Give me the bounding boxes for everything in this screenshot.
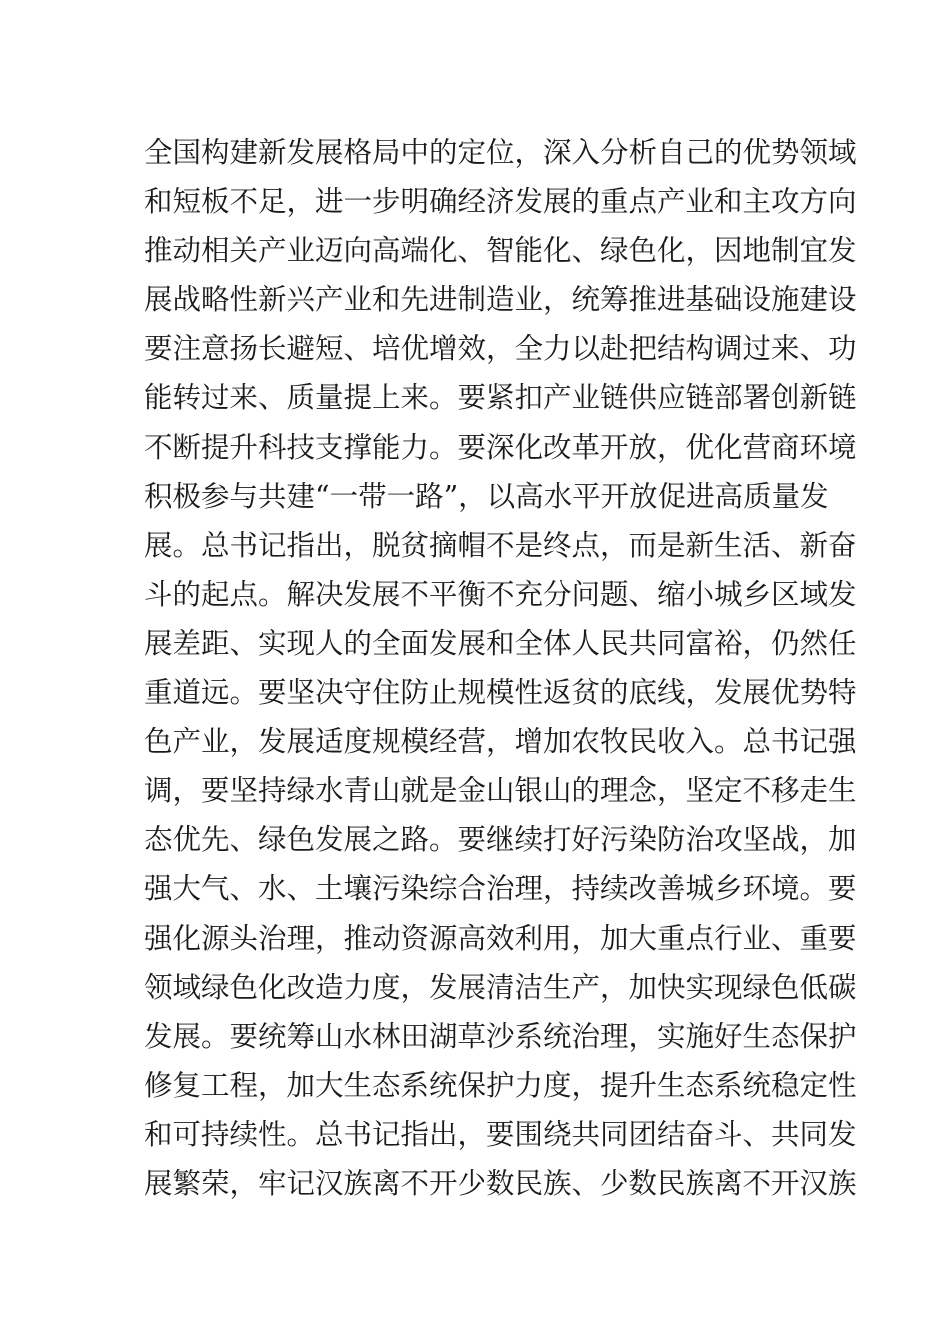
- text-line: 修复工程，加大生态系统保护力度，提升生态系统稳定性: [144, 1068, 857, 1102]
- text-line: 强大气、水、土壤污染综合治理，持续改善城乡环境。要: [144, 872, 857, 906]
- text-line: 展。总书记指出，脱贫摘帽不是终点，而是新生活、新奋: [144, 528, 857, 562]
- text-line: 和短板不足，进一步明确经济发展的重点产业和主攻方向: [144, 185, 857, 219]
- text-line: 展差距、实现人的全面发展和全体人民共同富裕，仍然任: [144, 626, 857, 660]
- text-line: 推动相关产业迈向高端化、智能化、绿色化，因地制宜发: [144, 234, 857, 268]
- text-line: 积极参与共建“一带一路”，以高水平开放促进高质量发: [144, 479, 829, 513]
- text-line: 全国构建新发展格局中的定位，深入分析自己的优势领域: [144, 136, 857, 169]
- text-line: 不断提升科技支撑能力。要深化改革开放，优化营商环境: [144, 430, 857, 464]
- text-line: 强化源头治理，推动资源高效利用，加大重点行业、重要: [144, 921, 857, 955]
- text-line: 展繁荣，牢记汉族离不开少数民族、少数民族离不开汉族: [144, 1166, 857, 1200]
- text-line: 和可持续性。总书记指出，要围绕共同团结奋斗、共同发: [144, 1117, 857, 1151]
- body-paragraph: [144, 128, 857, 1208]
- text-line: 要注意扬长避短、培优增效，全力以赴把结构调过来、功: [144, 332, 857, 366]
- text-line: 展战略性新兴产业和先进制造业，统筹推进基础设施建设: [144, 283, 857, 317]
- text-line: 调，要坚持绿水青山就是金山银山的理念，坚定不移走生: [144, 774, 857, 808]
- text-line: 色产业，发展适度规模经营，增加农牧民收入。总书记强: [144, 725, 857, 759]
- text-line: 领域绿色化改造力度，发展清洁生产，加快实现绿色低碳: [144, 970, 857, 1004]
- text-line: 能转过来、质量提上来。要紧扣产业链供应链部署创新链: [144, 381, 857, 415]
- text-line: 斗的起点。解决发展不平衡不充分问题、缩小城乡区域发: [144, 577, 857, 611]
- text-line: 态优先、绿色发展之路。要继续打好污染防治攻坚战，加: [144, 823, 857, 857]
- text-line: 发展。要统筹山水林田湖草沙系统治理，实施好生态保护: [144, 1019, 857, 1053]
- text-line: 重道远。要坚决守住防止规模性返贫的底线，发展优势特: [144, 676, 857, 710]
